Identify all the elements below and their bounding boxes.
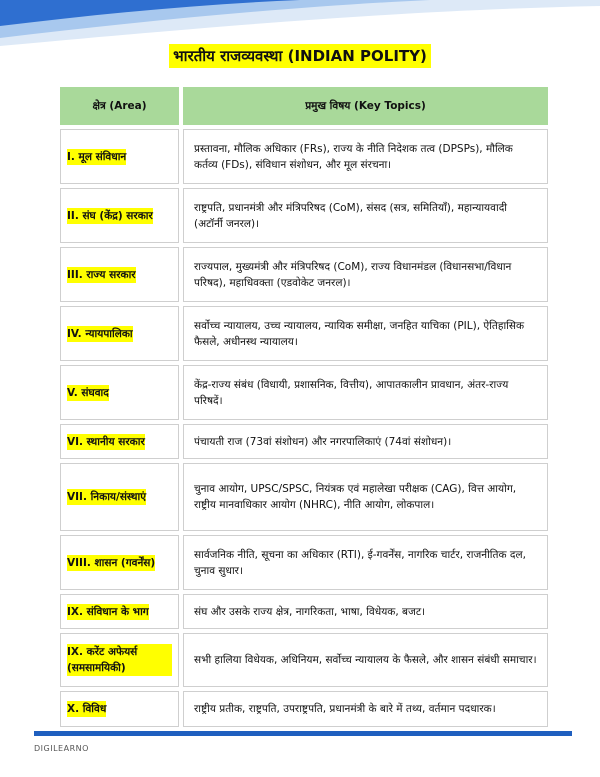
table-row: [60, 691, 548, 727]
table-row: [60, 633, 548, 687]
footer-brand: DIGILEARNO: [34, 744, 89, 753]
topics-text: राष्ट्रपति, प्रधानमंत्री और मंत्रिपरिषद (CoM), संसद (सत्र, समितियाँ), महान्यायवादी (अटॉर्नी जनरल)।: [183, 188, 548, 243]
table-row: [60, 129, 548, 184]
header-area: क्षेत्र (Area): [60, 87, 179, 125]
table-header-row: [60, 87, 548, 125]
header-topics: प्रमुख विषय (Key Topics): [183, 87, 548, 125]
area-label: IX. करेंट अफेयर्स (समसामयिकी): [67, 644, 172, 676]
area-label: IX. संविधान के भाग: [67, 605, 149, 618]
topics-table: [60, 87, 548, 731]
table-row: [60, 594, 548, 629]
area-label: IV. न्यायपालिका: [67, 327, 133, 340]
table-row: [60, 424, 548, 459]
topics-text: सर्वोच्च न्यायालय, उच्च न्यायालय, न्यायिक समीक्षा, जनहित याचिका (PIL), ऐतिहासिक फैसले, अधीनस्थ न्यायालय।: [183, 306, 548, 361]
topics-text: राज्यपाल, मुख्यमंत्री और मंत्रिपरिषद (CoM), राज्य विधानमंडल (विधानसभा/विधान परिषद), महाधिवक्ता (एडवोकेट जनरल)।: [183, 247, 548, 302]
area-label: III. राज्य सरकार: [67, 268, 136, 281]
area-label: VII. निकाय/संस्थाएं: [67, 491, 147, 503]
page-title: भारतीय राजव्यवस्था (INDIAN POLITY): [169, 44, 431, 68]
area-label: VIII. शासन (गवर्नेंस): [67, 556, 156, 569]
topics-text: प्रस्तावना, मौलिक अधिकार (FRs), राज्य के नीति निदेशक तत्व (DPSPs), मौलिक कर्तव्य (FDs), संविधान संशोधन, और मूल संरचना।: [183, 129, 548, 184]
topics-text: संघ और उसके राज्य क्षेत्र, नागरिकता, भाषा, विधेयक, बजट।: [183, 594, 548, 629]
topics-text: सभी हालिया विधेयक, अधिनियम, सर्वोच्च न्यायालय के फैसले, और शासन संबंधी समाचार।: [183, 633, 548, 687]
topics-text: सार्वजनिक नीति, सूचना का अधिकार (RTI), ई-गवर्नेंस, नागरिक चार्टर, राजनीतिक दल, चुनाव सुधार।: [183, 535, 548, 590]
table-row: [60, 365, 548, 420]
table-row: [60, 463, 548, 531]
topics-text: चुनाव आयोग, UPSC/SPSC, नियंत्रक एवं महालेखा परीक्षक (CAG), वित्त आयोग, राष्ट्रीय मानवाधिकार आयोग (NHRC), नीति आयोग, लोकपाल।: [183, 463, 548, 531]
area-label: X. विविध: [67, 703, 107, 715]
table-row: [60, 306, 548, 361]
table-row: [60, 535, 548, 590]
table-row: [60, 247, 548, 302]
area-label: I. मूल संविधान: [67, 150, 127, 163]
area-label: V. संघवाद: [67, 386, 109, 399]
header-decoration: [0, 0, 600, 48]
topics-text: पंचायती राज (73वां संशोधन) और नगरपालिकाएं (74वां संशोधन)।: [183, 424, 548, 459]
area-label: VI. स्थानीय सरकार: [67, 435, 145, 448]
footer-divider: [34, 731, 572, 736]
table-row: [60, 188, 548, 243]
topics-text: केंद्र-राज्य संबंध (विधायी, प्रशासनिक, वित्तीय), आपातकालीन प्रावधान, अंतर-राज्य परिषदें।: [183, 365, 548, 420]
area-label: II. संघ (केंद्र) सरकार: [67, 209, 153, 222]
topics-text: राष्ट्रीय प्रतीक, राष्ट्रपति, उपराष्ट्रपति, प्रधानमंत्री के बारे में तथ्य, वर्तमान पदधारक।: [183, 691, 548, 727]
